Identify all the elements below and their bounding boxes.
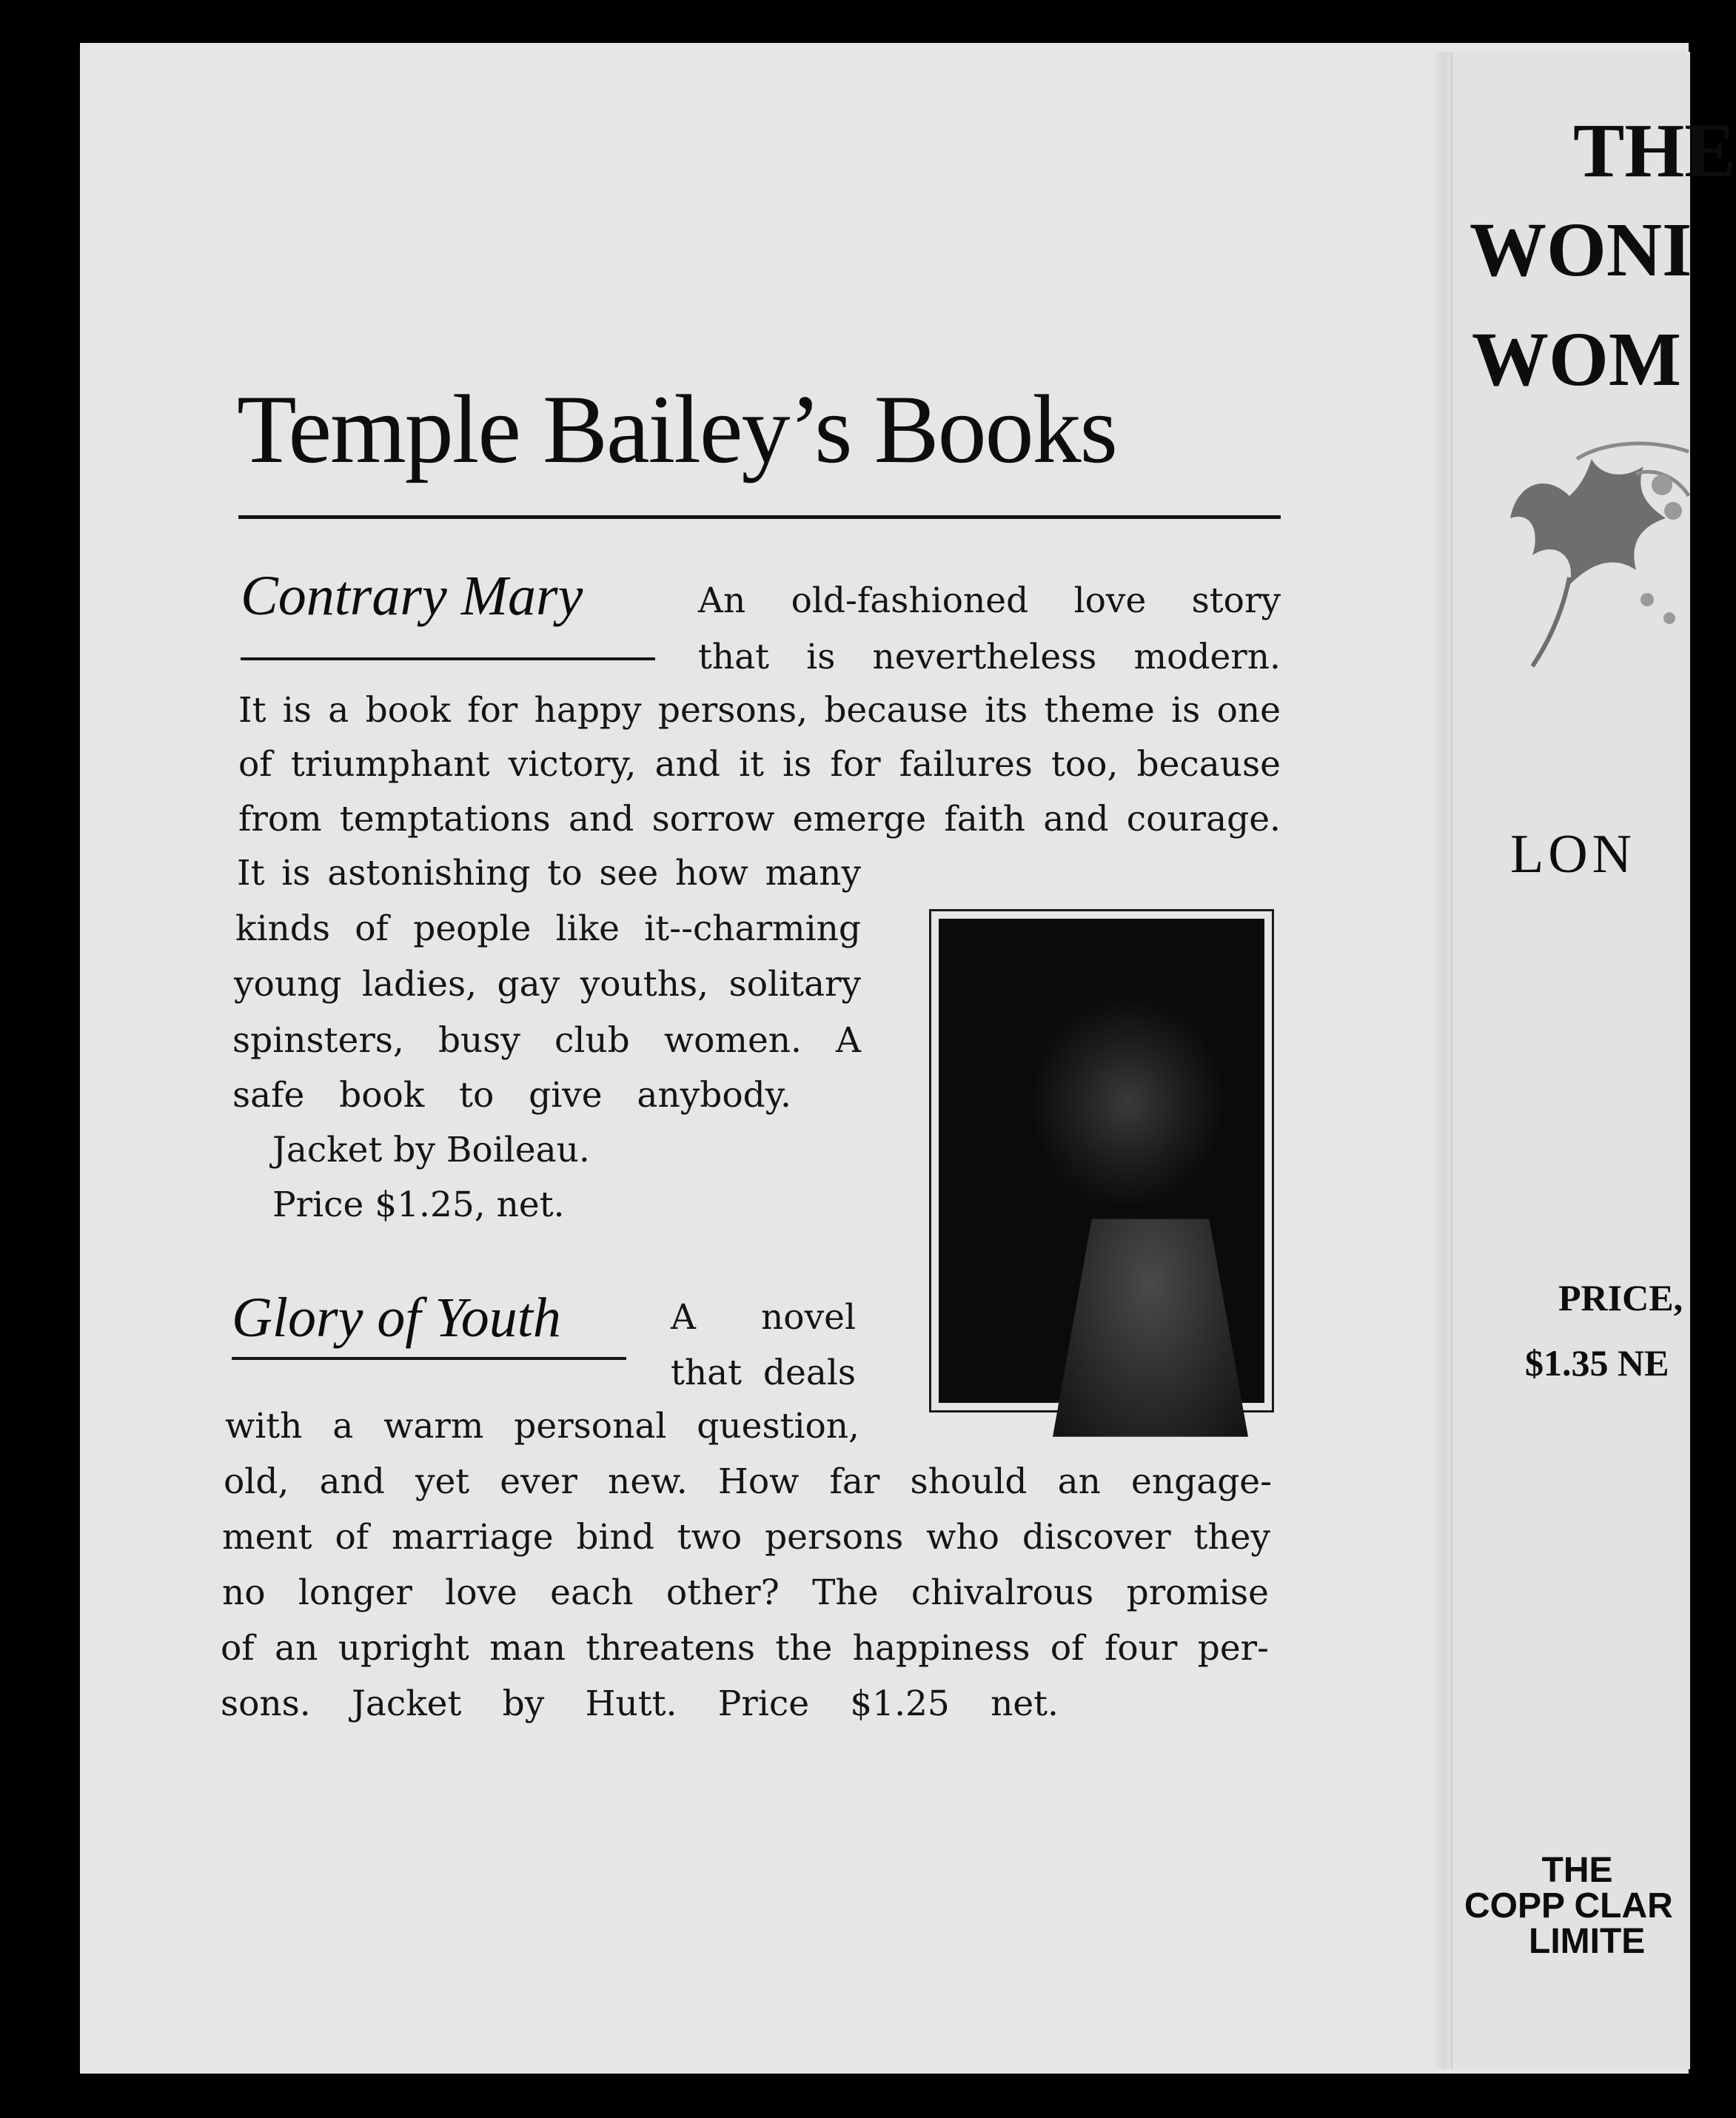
text-line: no longer love each other? The chivalrous promise: [222, 1572, 1269, 1613]
text-line: that is nevertheless modern.: [698, 637, 1281, 677]
spine-publisher-line: LIMITE: [1529, 1922, 1646, 1961]
text-line: A novel: [671, 1297, 856, 1338]
text-line: It is a book for happy persons, because its theme is one: [238, 690, 1281, 731]
spine-title-line: WOM: [1472, 317, 1682, 402]
text-line: It is astonishing to see how many: [237, 853, 861, 894]
book-title-contrary-mary: Contrary Mary: [241, 565, 583, 627]
text-line: sons. Jacket by Hutt. Price $1.25 net.: [221, 1683, 1059, 1724]
spine-price-line: PRICE,: [1558, 1277, 1683, 1318]
page-title: Temple Bailey’s Books: [237, 375, 1116, 483]
spine-price-line: $1.35 NE: [1525, 1342, 1669, 1384]
portrait-figure: [1053, 1219, 1248, 1436]
spine-publisher-line: THE: [1541, 1851, 1613, 1890]
text-line: Price $1.25, net.: [272, 1184, 565, 1225]
text-line: ment of marriage bind two persons who discover they: [222, 1517, 1270, 1558]
text-line: young ladies, gay youths, solitary: [234, 964, 861, 1005]
title-underline-contrary-mary: [241, 657, 655, 660]
leaf-ornament-icon: [1488, 429, 1689, 674]
text-line: of triumphant victory, and it is for failures too, because: [238, 744, 1281, 785]
spine-author: LON: [1510, 824, 1637, 885]
text-line: with a warm personal question,: [225, 1406, 859, 1447]
text-line: that deals: [671, 1353, 856, 1393]
text-line: spinsters, busy club women. A: [232, 1020, 861, 1061]
spine-title-line: THE: [1573, 108, 1736, 193]
heading-rule: [238, 515, 1281, 519]
author-portrait: [929, 909, 1274, 1412]
text-line: An old-fashioned love story: [698, 580, 1281, 621]
text-line: kinds of people like it--charming: [235, 908, 861, 949]
text-line: of an upright man threatens the happiness of four per-: [221, 1628, 1269, 1669]
portrait-image: [939, 919, 1264, 1403]
spine-publisher-line: COPP CLAR: [1464, 1886, 1673, 1926]
text-line: from temptations and sorrow emerge faith and courage.: [238, 799, 1281, 840]
text-line: safe book to give anybody.: [232, 1075, 791, 1116]
title-underline-glory-of-youth: [232, 1357, 626, 1360]
spine-title-line: WONI: [1469, 207, 1692, 292]
text-line: old, and yet ever new. How far should an engage-: [224, 1461, 1272, 1502]
text-line: Jacket by Boileau.: [272, 1130, 590, 1170]
book-title-glory-of-youth: Glory of Youth: [232, 1287, 561, 1349]
